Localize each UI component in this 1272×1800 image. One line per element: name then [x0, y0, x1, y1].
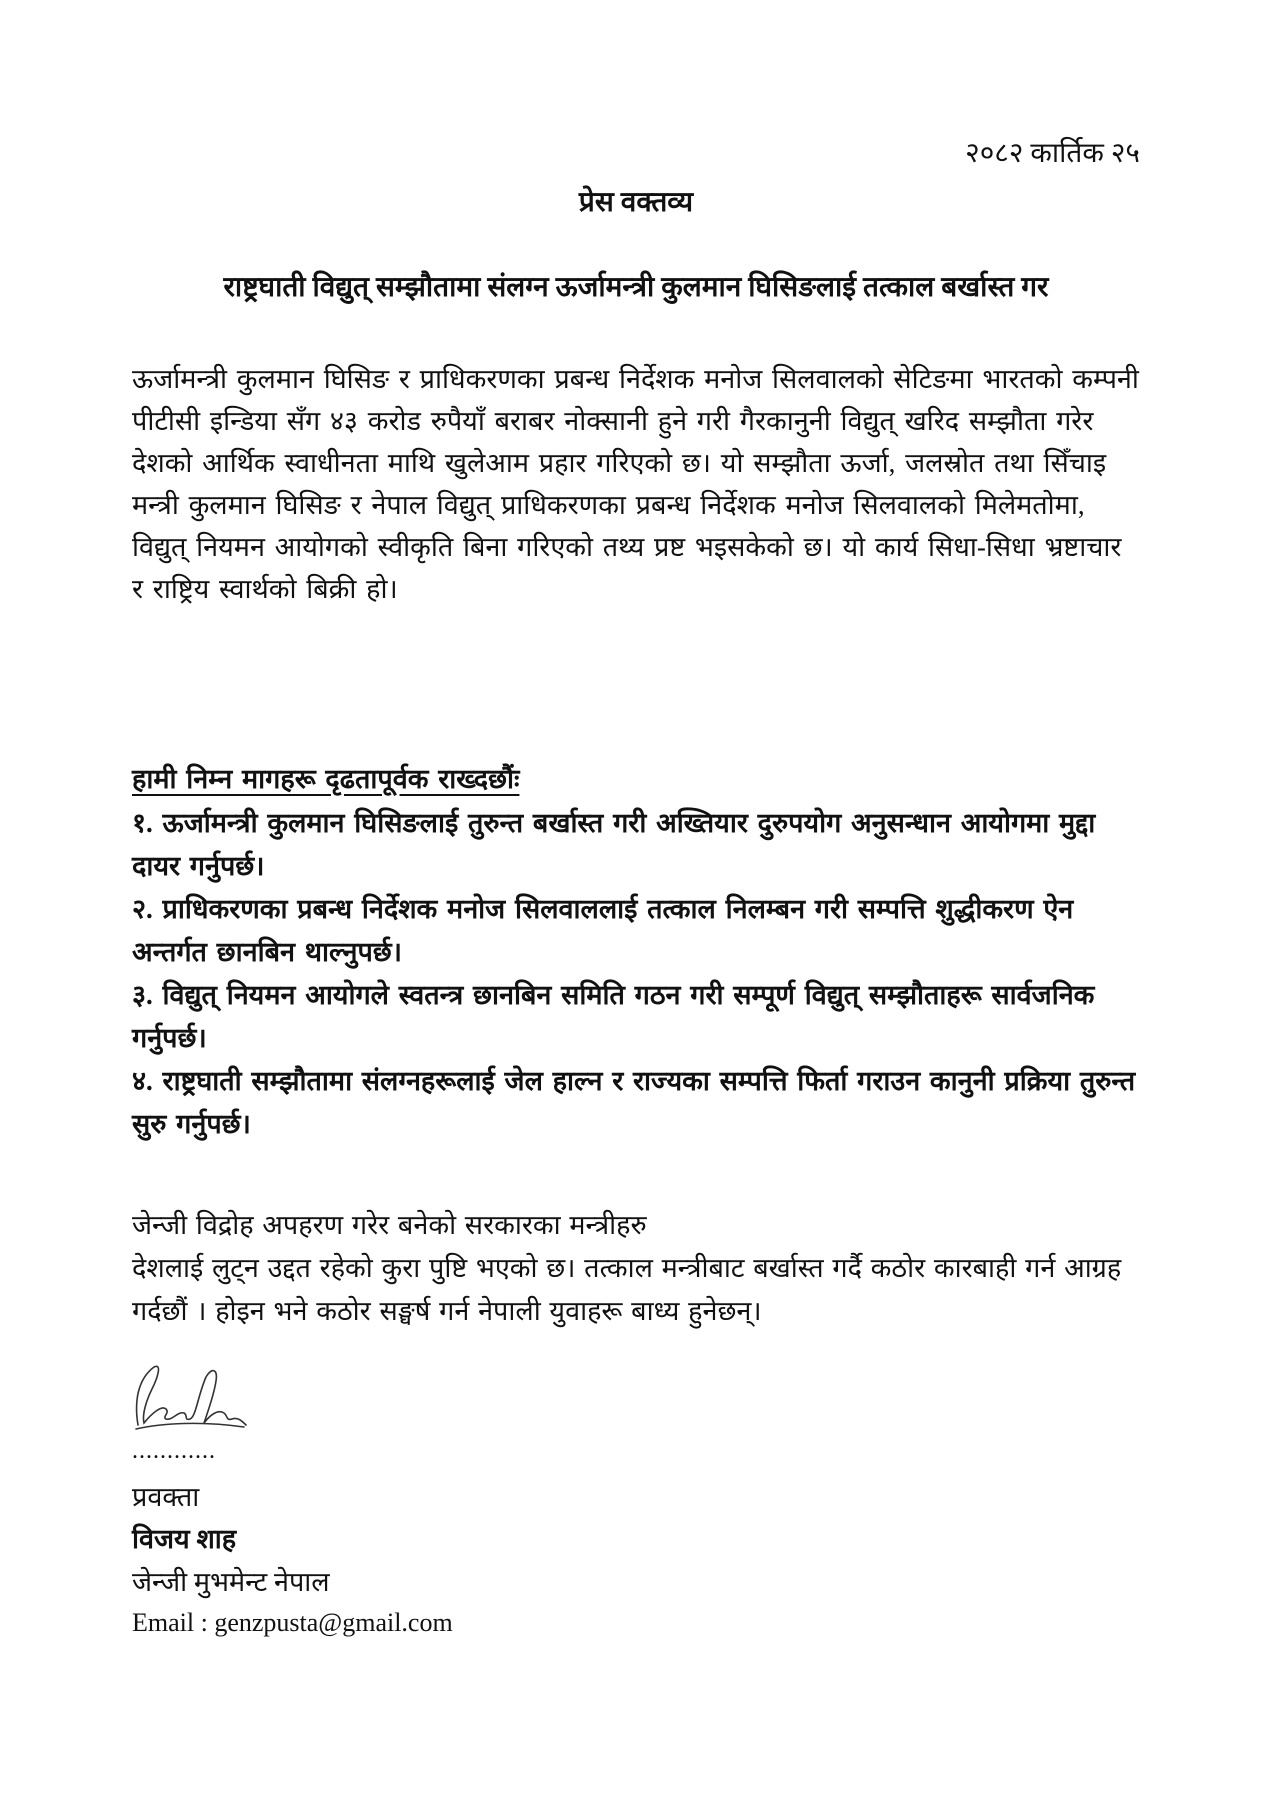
signature-dotted-line: ............: [132, 1438, 216, 1464]
demand-item-1: १. ऊर्जामन्त्री कुलमान घिसिङलाई तुरुन्त बर्खास्त गरी अख्तियार दुरुपयोग अनुसन्धान आयोगमा मुद्दा दायर गर्नुपर्छ।: [132, 808, 1096, 881]
demands-heading: हामी निम्न मागहरू दृढतापूर्वक राख्दछौंः: [132, 764, 520, 794]
closing-line-2: देशलाई लुट्न उद्दत रहेको कुरा पुष्टि भएको छ। तत्काल मन्त्रीबाट बर्खास्त गर्दै कठोर कारबाही गर्न आग्रह गर्दछौं । होइन भने कठोर सङ्घर्ष गर्न नेपाली युवाहरू बाध्य हुनेछन्।: [132, 1253, 1122, 1326]
document-title: प्रेस वक्तव्य: [578, 187, 694, 218]
demands-list: [132, 802, 1140, 1146]
closing-line-1: जेन्जी विद्रोह अपहरण गरेर बनेको सरकारका मन्त्रीहरु: [132, 1210, 647, 1240]
demand-item-2: २. प्राधिकरणका प्रबन्ध निर्देशक मनोज सिलवाललाई तत्काल निलम्बन गरी सम्पत्ति शुद्धीकरण ऐन अन्तर्गत छानबिन थाल्नुपर्छ।: [132, 894, 1074, 967]
intro-paragraph: ऊर्जामन्त्री कुलमान घिसिङ र प्राधिकरणका प्रबन्ध निर्देशक मनोज सिलवालको सेटिङमा भारतको कम्पनी पीटीसी इन्डिया सँग ४३ करोड रुपैयाँ बराबर नोक्सानी हुने गरी गैरकानुनी विद्युत् खरिद सम्झौता गरेर देशको आर्थिक स्वाधीनता माथि खुलेआम प्रहार गरिएको छ। यो सम्झौता ऊर्जा, जलस्रोत तथा सिँचाइ मन्त्री कुलमान घिसिङ र नेपाल विद्युत् प्राधिकरणका प्रबन्ध निर्देशक मनोज सिलवालको मिलेमतोमा, विद्युत् नियमन आयोगको स्वीकृति बिना गरिएको तथ्य प्रष्ट भइसकेको छ। यो कार्य सिधा-सिधा भ्रष्टाचार र राष्ट्रिय स्वार्थको बिक्री हो।: [132, 364, 1139, 604]
signatory-role: प्रवक्ता: [132, 1482, 200, 1512]
signatory-organization: जेन्जी मुभमेन्ट नेपाल: [132, 1567, 330, 1597]
demand-item-4: ४. राष्ट्रघाती सम्झौतामा संलग्नहरूलाई जेल हाल्न र राज्यका सम्पत्ति फिर्ता गराउन कानुनी प्रक्रिया तुरुन्त सुरु गर्नुपर्छ।: [132, 1066, 1136, 1139]
closing-paragraph: [132, 1204, 1140, 1333]
handwritten-signature-image: [132, 1361, 252, 1439]
document-date: २०८२ कार्तिक २५: [965, 138, 1140, 169]
signatory-name: विजय शाह: [132, 1524, 237, 1554]
demand-item-3: ३. विद्युत् नियमन आयोगले स्वतन्त्र छानबिन समिति गठन गरी सम्पूर्ण विद्युत् सम्झौताहरू सार्वजनिक गर्नुपर्छ।: [132, 980, 1095, 1053]
signature-block: [132, 1361, 1140, 1643]
document-headline: राष्ट्रघाती विद्युत् सम्झौतामा संलग्न ऊर्जामन्त्री कुलमान घिसिङलाई तत्काल बर्खास्त गर: [223, 272, 1049, 303]
contact-email: Email : genzpusta@gmail.com: [132, 1608, 453, 1637]
